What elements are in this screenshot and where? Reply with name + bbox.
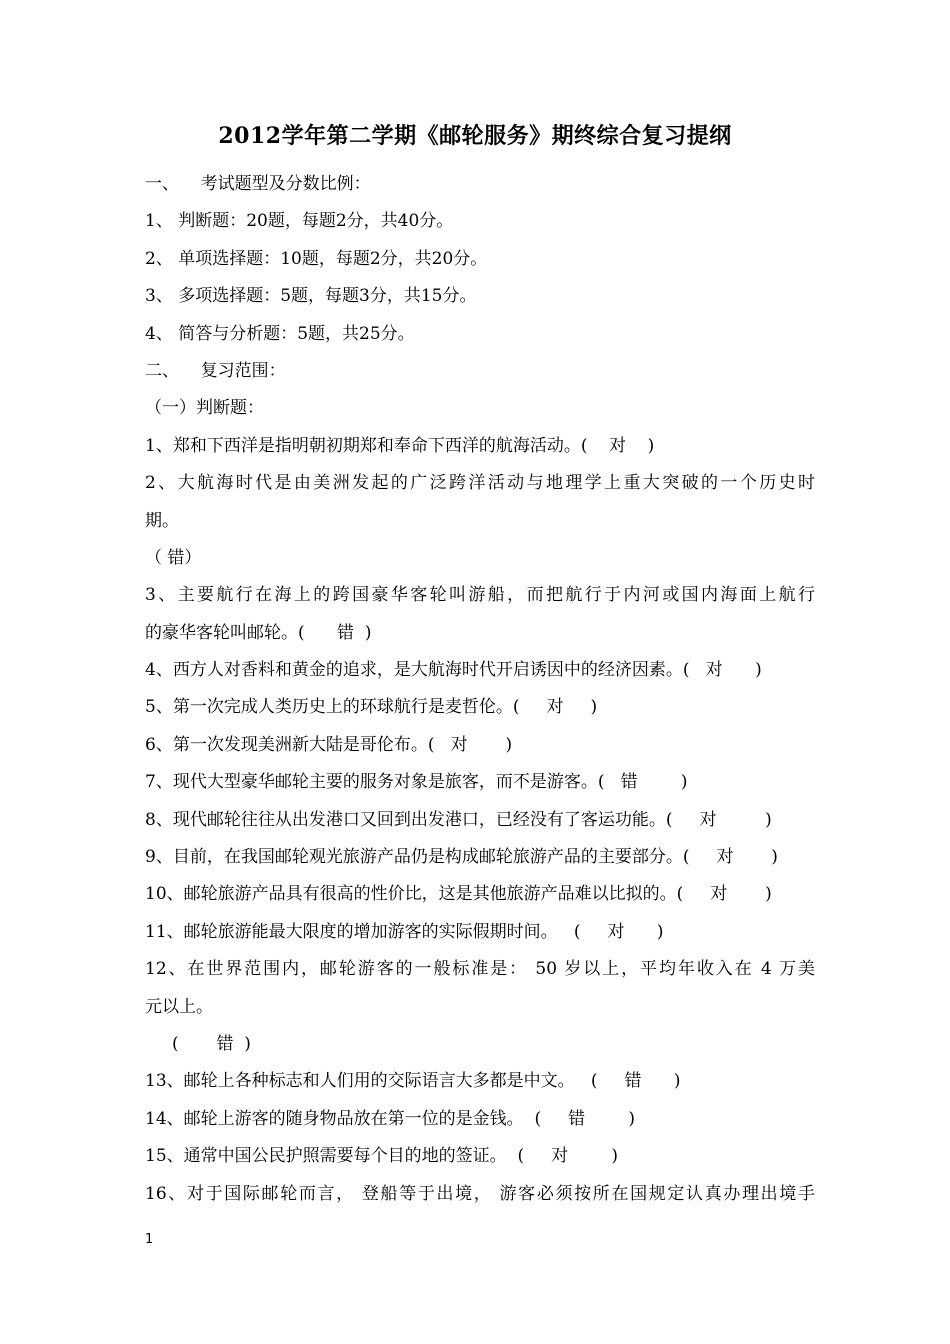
question-line: 期。 (145, 510, 179, 531)
question-line: 11、邮轮旅游能最大限度的增加游客的实际假期时间。 ( 对 ) (145, 921, 664, 942)
section-heading-question-types: 一、 考试题型及分数比例： (145, 174, 371, 194)
list-item: 2、 单项选择题：10题，每题2分，共20分。 (145, 248, 488, 269)
page-number: 1 (145, 1232, 154, 1247)
question-line: 的豪华客轮叫邮轮。( 错 ) (145, 622, 372, 643)
question-line: 12、在世界范围内，邮轮游客的一般标准是： 50 岁以上，平均年收入在 4 万美 (145, 959, 815, 980)
document-title: 2012学年第二学期《邮轮服务》期终综合复习提纲 (218, 123, 732, 149)
question-line: 4、西方人对香料和黄金的追求，是大航海时代开启诱因中的经济因素。( 对 ) (145, 660, 762, 681)
subsection-heading-true-false: （一）判断题： (145, 398, 264, 419)
question-line: 10、邮轮旅游产品具有很高的性价比，这是其他旅游产品难以比拟的。( 对 ) (145, 884, 772, 905)
list-item: 4、 简答与分析题：5题，共25分。 (145, 323, 415, 344)
question-line: 8、现代邮轮往往从出发港口又回到出发港口，已经没有了客运功能。( 对 ) (145, 809, 772, 830)
section-heading-review-scope: 二、 复习范围： (145, 360, 286, 381)
question-line: 15、通常中国公民护照需要每个目的地的签证。 ( 对 ) (145, 1146, 618, 1167)
question-line: 7、现代大型豪华邮轮主要的服务对象是旅客，而不是游客。( 错 ) (145, 772, 688, 793)
question-line: 5、第一次完成人类历史上的环球航行是麦哲伦。( 对 ) (145, 697, 598, 718)
question-line: 16、对于国际邮轮而言， 登船等于出境， 游客必须按所在国规定认真办理出境手 (145, 1183, 815, 1204)
question-line: 13、邮轮上各种标志和人们用的交际语言大多都是中文。 ( 错 ) (145, 1071, 681, 1092)
question-line: 14、邮轮上游客的随身物品放在第一位的是金钱。 ( 错 ) (145, 1108, 635, 1129)
question-line: 3、主要航行在海上的跨国豪华客轮叫游船，而把航行于内河或国内海面上航行 (145, 585, 815, 606)
question-line: 9、目前，在我国邮轮观光旅游产品仍是构成邮轮旅游产品的主要部分。( 对 ) (145, 847, 778, 868)
question-line: 6、第一次发现美洲新大陆是哥伦布。( 对 ) (145, 734, 513, 755)
answer-line: ( 错 ) (145, 1033, 251, 1054)
question-line: 1、郑和下西洋是指明朝初期郑和奉命下西洋的航海活动。( 对 ) (145, 435, 655, 456)
question-line: 2、大航海时代是由美洲发起的广泛跨洋活动与地理学上重大突破的一个历史时 (145, 473, 815, 494)
list-item: 1、 判断题：20题，每题2分，共40分。 (145, 211, 454, 232)
answer-line: （ 错） (145, 547, 202, 568)
document-body (145, 166, 815, 1213)
list-item: 3、 多项选择题：5题，每题3分，共15分。 (145, 286, 477, 307)
question-line: 元以上。 (145, 996, 213, 1017)
